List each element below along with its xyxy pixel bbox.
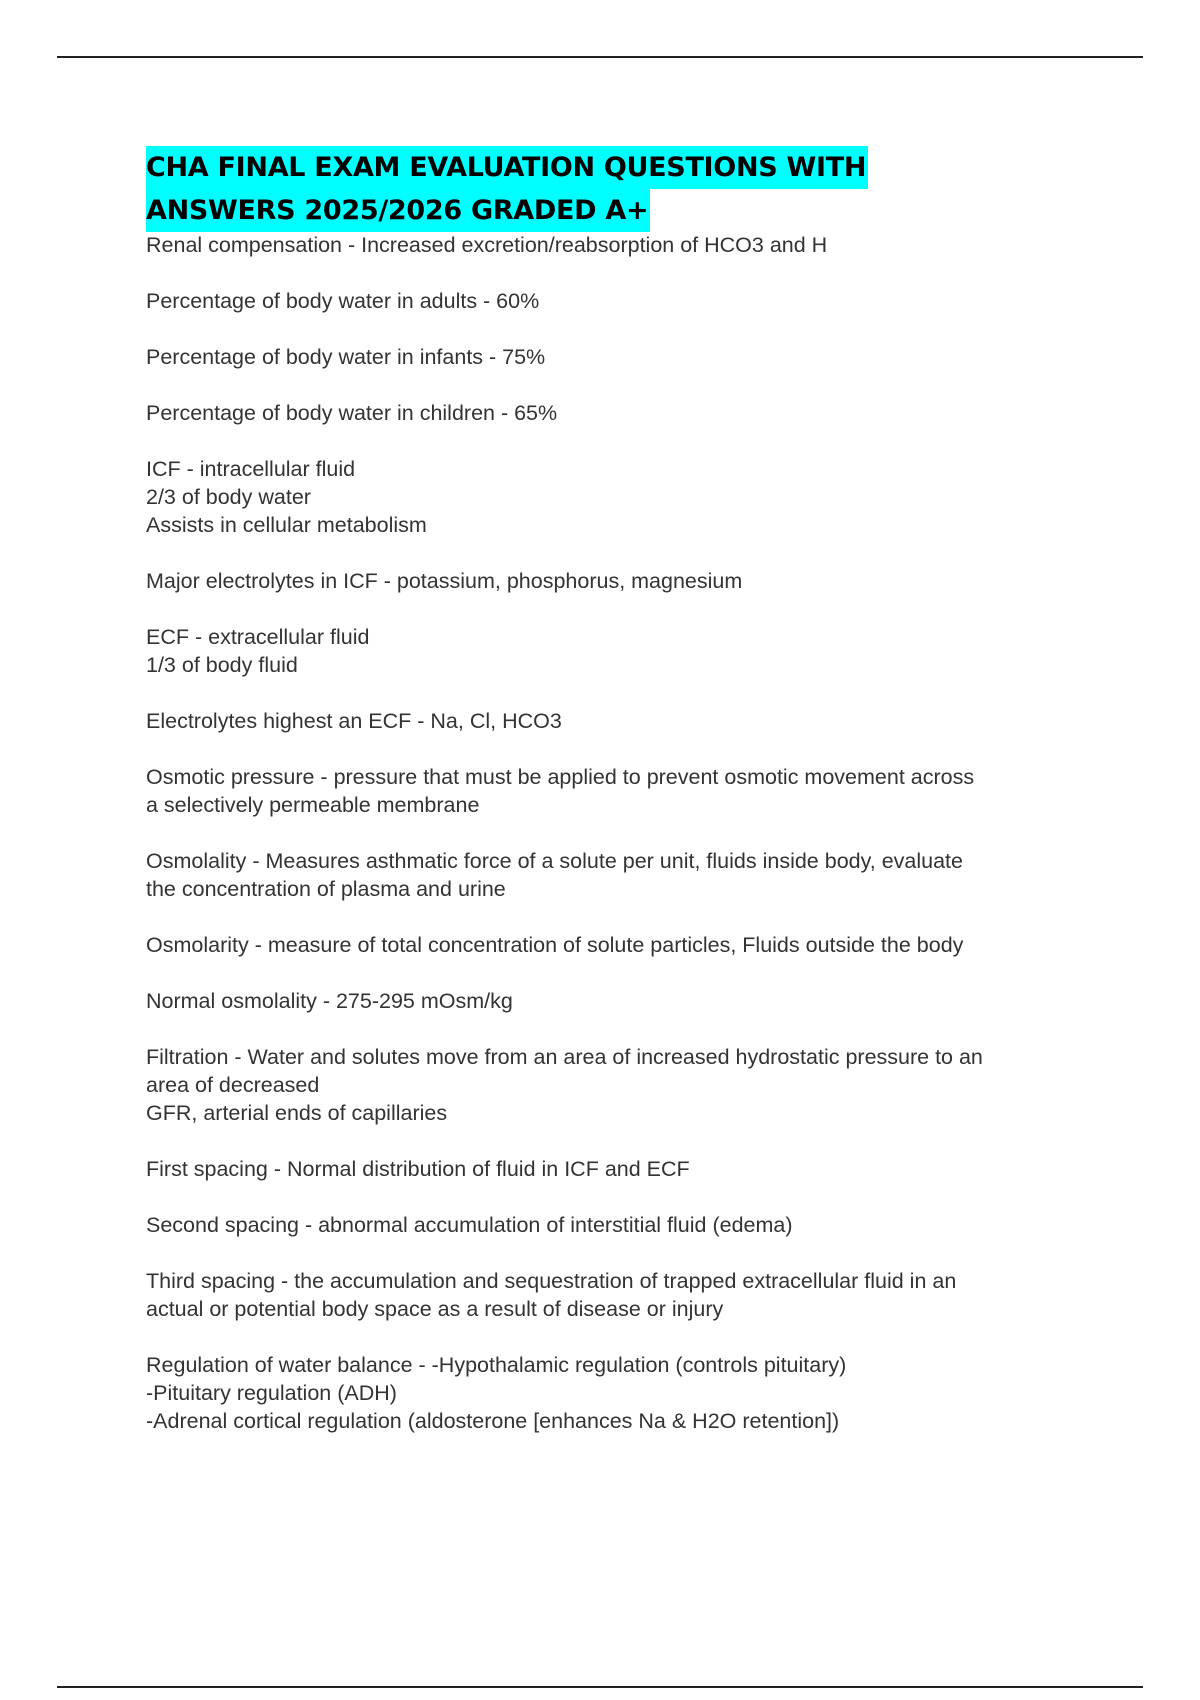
- qa-entry-line: Second spacing - abnormal accumulation of interstitial fluid (edema): [146, 1213, 793, 1237]
- qa-entry: [146, 1211, 1106, 1239]
- qa-entry-line: Percentage of body water in adults - 60%: [146, 289, 540, 313]
- qa-entry-line: GFR, arterial ends of capillaries: [146, 1101, 448, 1125]
- qa-entry-line: Third spacing - the accumulation and sequestration of trapped extracellular fluid in an: [146, 1269, 957, 1293]
- qa-entry: [146, 399, 1106, 427]
- qa-entry: [146, 1351, 1106, 1435]
- document-title: [146, 146, 1106, 232]
- qa-entry-line: 1/3 of body fluid: [146, 653, 298, 677]
- qa-entry-line: Osmolality - Measures asthmatic force of a solute per unit, fluids inside body, evaluate: [146, 849, 963, 873]
- qa-entry: [146, 1043, 1106, 1127]
- qa-entry-line: the concentration of plasma and urine: [146, 877, 506, 901]
- qa-entry: [146, 931, 1106, 959]
- qa-entries-list: [146, 231, 1106, 1435]
- qa-entry: [146, 1267, 1106, 1323]
- qa-entry-line: 2/3 of body water: [146, 485, 311, 509]
- qa-entry-line: Filtration - Water and solutes move from an area of increased hydrostatic pressure to an: [146, 1045, 983, 1069]
- document-body: [146, 146, 1106, 1463]
- qa-entry: [146, 847, 1106, 903]
- qa-entry-line: Major electrolytes in ICF - potassium, phosphorus, magnesium: [146, 569, 743, 593]
- qa-entry: [146, 763, 1106, 819]
- qa-entry-line: actual or potential body space as a result of disease or injury: [146, 1297, 724, 1321]
- qa-entry: [146, 707, 1106, 735]
- qa-entry: [146, 455, 1106, 539]
- qa-entry-line: Percentage of body water in infants - 75%: [146, 345, 546, 369]
- qa-entry-line: Normal osmolality - 275-295 mOsm/kg: [146, 989, 513, 1013]
- qa-entry-line: Regulation of water balance - -Hypothalamic regulation (controls pituitary): [146, 1353, 847, 1377]
- qa-entry: [146, 343, 1106, 371]
- qa-entry-line: Electrolytes highest an ECF - Na, Cl, HCO3: [146, 709, 562, 733]
- qa-entry-line: -Pituitary regulation (ADH): [146, 1381, 397, 1405]
- qa-entry: [146, 567, 1106, 595]
- header-rule: [57, 56, 1143, 58]
- qa-entry-line: Percentage of body water in children - 65%: [146, 401, 558, 425]
- qa-entry-line: Osmolarity - measure of total concentration of solute particles, Fluids outside the body: [146, 933, 964, 957]
- qa-entry-line: ICF - intracellular fluid: [146, 457, 356, 481]
- qa-entry-line: First spacing - Normal distribution of fluid in ICF and ECF: [146, 1157, 690, 1181]
- qa-entry: [146, 623, 1106, 679]
- title-line-1: CHA FINAL EXAM EVALUATION QUESTIONS WITH: [146, 146, 868, 189]
- qa-entry: [146, 987, 1106, 1015]
- qa-entry-line: Assists in cellular metabolism: [146, 513, 427, 537]
- qa-entry-line: Renal compensation - Increased excretion/reabsorption of HCO3 and H: [146, 233, 828, 257]
- qa-entry-line: a selectively permeable membrane: [146, 793, 480, 817]
- qa-entry-line: -Adrenal cortical regulation (aldosterone [enhances Na & H2O retention]): [146, 1409, 840, 1433]
- title-line-2: ANSWERS 2025/2026 GRADED A+: [146, 189, 650, 232]
- qa-entry: [146, 1155, 1106, 1183]
- qa-entry-line: ECF - extracellular fluid: [146, 625, 370, 649]
- qa-entry-line: area of decreased: [146, 1073, 320, 1097]
- qa-entry: [146, 231, 1106, 259]
- qa-entry: [146, 287, 1106, 315]
- qa-entry-line: Osmotic pressure - pressure that must be applied to prevent osmotic movement across: [146, 765, 975, 789]
- footer-rule: [57, 1686, 1143, 1688]
